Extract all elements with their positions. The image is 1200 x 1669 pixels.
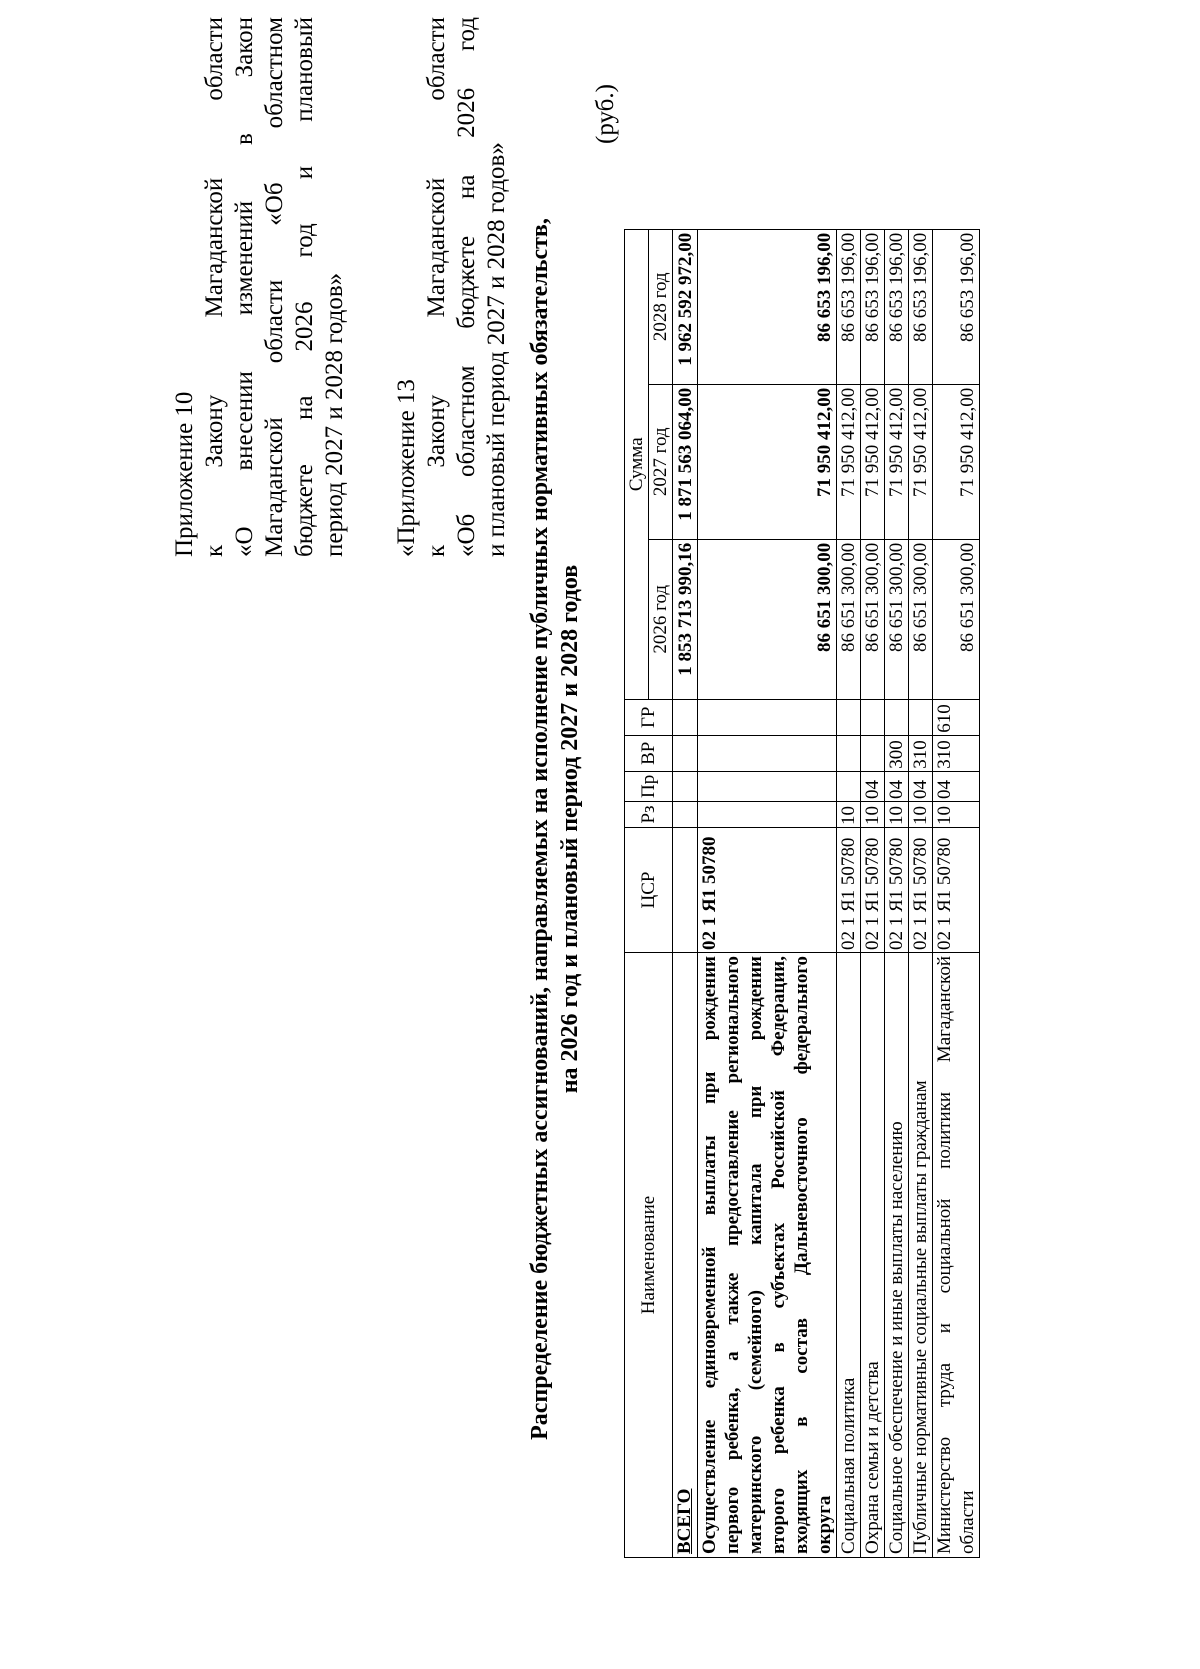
header-2026: 2026 год (649, 539, 673, 699)
cell-2026: 86 651 300,00 (698, 539, 837, 699)
cell-vr: 300 (885, 735, 909, 771)
annex-10-line: бюджете на 2026 год и плановый (291, 17, 318, 557)
cell-name (673, 953, 698, 1558)
cell-rz: 10 (933, 802, 980, 828)
table-row (861, 229, 885, 1557)
cell-pr (837, 771, 861, 801)
cell-2026: 1 853 713 990,16 (673, 539, 698, 699)
cell-2026: 86 651 300,00 (837, 539, 861, 699)
cell-vr: 310 (933, 735, 980, 771)
cell-pr (698, 771, 837, 801)
header-csr: ЦСР (625, 828, 673, 953)
cell-2026: 86 651 300,00 (909, 539, 933, 699)
table-row (698, 229, 837, 1557)
annex-10-title: Приложение 10 (171, 391, 198, 557)
annex-10-header (170, 17, 350, 557)
total-label: ВСЕГО (674, 1488, 695, 1554)
table-header-row (625, 229, 649, 1557)
cell-rz: 10 (885, 802, 909, 828)
cell-name (698, 953, 837, 1558)
cell-vr (698, 735, 837, 771)
cell-2027: 71 950 412,00 (861, 384, 885, 539)
cell-name (933, 953, 980, 1558)
cell-gr: 610 (933, 699, 980, 735)
cell-2028: 86 653 196,00 (837, 229, 861, 384)
cell-2027: 71 950 412,00 (698, 384, 837, 539)
annex-13-title: «Приложение 13 (393, 379, 420, 557)
cell-pr: 04 (861, 771, 885, 801)
cell-2028: 86 653 196,00 (698, 229, 837, 384)
cell-gr (698, 699, 837, 735)
name-line: первого ребенка, а также предоставление регионального (722, 956, 743, 1554)
cell-rz (673, 802, 698, 828)
table-row (885, 229, 909, 1557)
document-title (525, 139, 585, 1519)
cell-2027: 71 950 412,00 (933, 384, 980, 539)
cell-gr (885, 699, 909, 735)
cell-pr: 04 (933, 771, 980, 801)
cell-2027: 71 950 412,00 (837, 384, 861, 539)
cell-gr (909, 699, 933, 735)
cell-rz (698, 802, 837, 828)
annex-13-header (392, 17, 512, 557)
cell-name: Социальное обеспечение и иные выплаты населению (885, 953, 909, 1558)
annex-10-line: период 2027 и 2028 годов» (321, 272, 348, 557)
cell-csr: 02 1 Я1 50780 (885, 828, 909, 953)
cell-2026: 86 651 300,00 (861, 539, 885, 699)
cell-2027: 71 950 412,00 (909, 384, 933, 539)
table-row (933, 229, 980, 1557)
cell-2028: 1 962 592 972,00 (673, 229, 698, 384)
cell-csr (673, 828, 698, 953)
cell-name: Социальная политика (837, 953, 861, 1558)
cell-name: Охрана семьи и детства (861, 953, 885, 1558)
header-sum: Сумма (625, 229, 649, 699)
header-gr: ГР (625, 699, 673, 735)
annex-13-line: к Закону Магаданской области (423, 17, 450, 557)
header-pr: Пр (625, 771, 673, 801)
name-line: второго ребенка в субъектах Российской Федерации, (768, 956, 789, 1554)
name-line: округа (814, 1495, 835, 1554)
document-title-line: Распределение бюджетных ассигнований, направляемых на исполнение публичных нормативных обязательств, (527, 218, 553, 1440)
document-title-line: на 2026 год и плановый период 2027 и 2028 годов (557, 564, 583, 1094)
cell-2027: 1 871 563 064,00 (673, 384, 698, 539)
budget-table (624, 229, 980, 1558)
name-line: материнского (семейного) капитала при рождении (745, 956, 766, 1554)
name-line: области (957, 1490, 978, 1554)
cell-2026: 86 651 300,00 (885, 539, 909, 699)
name-line: Осуществление единовременной выплаты при рождении (699, 956, 720, 1554)
annex-10-line: Магаданской области «Об областном (261, 17, 288, 557)
cell-gr (861, 699, 885, 735)
cell-pr: 04 (885, 771, 909, 801)
cell-csr: 02 1 Я1 50780 (933, 828, 980, 953)
header-rz: Рз (625, 802, 673, 828)
cell-gr (837, 699, 861, 735)
annex-10-line: к Закону Магаданской области (201, 17, 228, 557)
cell-name: Публичные нормативные социальные выплаты гражданам (909, 953, 933, 1558)
cell-pr (673, 771, 698, 801)
table-row-total (673, 229, 698, 1557)
cell-rz: 10 (861, 802, 885, 828)
header-2028: 2028 год (649, 229, 673, 384)
table-row (837, 229, 861, 1557)
cell-2028: 86 653 196,00 (909, 229, 933, 384)
cell-2028: 86 653 196,00 (885, 229, 909, 384)
annex-10-line: «О внесении изменений в Закон (231, 17, 258, 557)
name-line: входящих в состав Дальневосточного федерального (791, 956, 812, 1554)
unit-label: (руб.) (592, 84, 619, 144)
cell-2028: 86 653 196,00 (933, 229, 980, 384)
cell-gr (673, 699, 698, 735)
cell-vr (837, 735, 861, 771)
cell-2026: 86 651 300,00 (933, 539, 980, 699)
cell-csr: 02 1 Я1 50780 (909, 828, 933, 953)
header-vr: ВР (625, 735, 673, 771)
cell-pr: 04 (909, 771, 933, 801)
cell-rz: 10 (837, 802, 861, 828)
annex-13-line: «Об областном бюджете на 2026 год (453, 17, 480, 557)
cell-2028: 86 653 196,00 (861, 229, 885, 384)
cell-vr (673, 735, 698, 771)
cell-csr: 02 1 Я1 50780 (837, 828, 861, 953)
cell-csr: 02 1 Я1 50780 (698, 828, 837, 953)
cell-rz: 10 (909, 802, 933, 828)
table-row (909, 229, 933, 1557)
cell-vr: 310 (909, 735, 933, 771)
cell-vr (861, 735, 885, 771)
cell-csr: 02 1 Я1 50780 (861, 828, 885, 953)
name-line: Министерство труда и социальной политики Магаданской (934, 956, 955, 1554)
annex-13-line: и плановый период 2027 и 2028 годов» (483, 142, 510, 557)
cell-2027: 71 950 412,00 (885, 384, 909, 539)
header-2027: 2027 год (649, 384, 673, 539)
header-name: Наименование (625, 953, 673, 1558)
